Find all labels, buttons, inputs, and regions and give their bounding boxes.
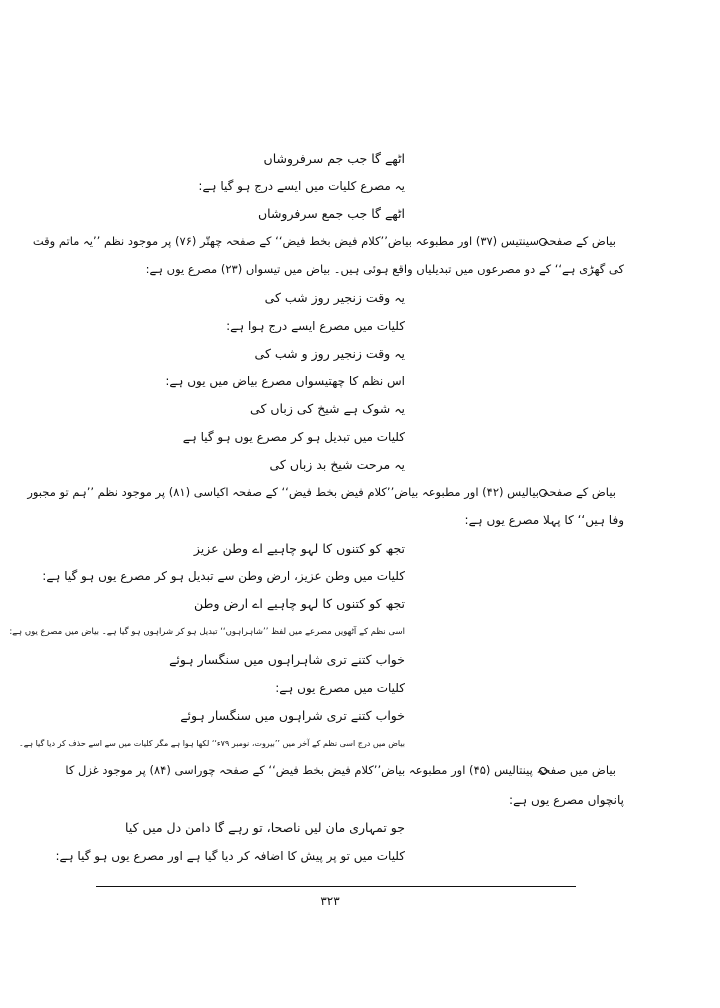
text-line: کلیات میں تو پر پیش کا اضافہ کر دیا گیا ہے اور مصرع یوں ہو گیا ہے: xyxy=(55,849,405,863)
verse-line: یہ وقت زنجیر روز شب کی xyxy=(264,290,405,305)
verse-line: یہ مرحت شیخ بد زباں کی xyxy=(269,457,405,472)
verse-line: یہ شوک ہے شیخ کی زباں کی xyxy=(250,401,405,416)
verse-line: تجھ کو کتنوں کا لہو چاہیے اے وطن عزیز xyxy=(193,541,405,556)
verse-line: خواب کتنے تری شاہراہوں میں سنگسار ہوئے xyxy=(169,652,405,667)
paragraph-line: بیاض کے صفحہ سینتیس (۳۷) اور مطبوعہ بیاض’’کلام فیض بخط فیض‘‘ کے صفحہ چھتّر (۷۶) پر موجود نظم ’’یہ ماتم وقت xyxy=(32,234,616,248)
page-number: ۳۲۳ xyxy=(320,894,340,908)
text-line: اس نظم کا چھتیسواں مصرع بیاض میں یوں ہے: xyxy=(165,374,405,388)
verse-line: اٹھے گا جب جم سرفروشاں xyxy=(263,151,405,166)
verse-line: تجھ کو کتنوں کا لہو چاہیے اے ارض وطن xyxy=(194,596,405,611)
paragraph-line: وفا ہیں‘‘ کا پہلا مصرع یوں ہے: xyxy=(464,513,624,527)
verse-line: خواب کتنے تری شراہوں میں سنگسار ہوئے xyxy=(180,708,405,723)
paragraph-line: بیاض میں صفحہ پینتالیس (۴۵) اور مطبوعہ بیاض’’کلام فیض بخط فیض‘‘ کے صفحہ چوراسی (۸۴) پر موجود غزل کا xyxy=(65,763,616,777)
text-line: یہ مصرع کلیات میں ایسے درج ہو گیا ہے: xyxy=(198,179,405,193)
text-line: بیاض میں درج اسی نظم کے آخر میں ’’بیروت، نومبر ۷۹ء‘‘ لکھا ہوا ہے مگر کلیات میں سے اسے حذف کر دیا گیا ہے۔ xyxy=(19,739,405,748)
text-line: کلیات میں مصرع ایسے درج ہوا ہے: xyxy=(226,319,405,333)
paragraph-line: بیاض کے صفحہ بیالیس (۴۲) اور مطبوعہ بیاض’’کلام فیض بخط فیض‘‘ کے صفحہ اکیاسی (۸۱) پر موجود نظم ’’ہم تو مجبور xyxy=(27,485,616,499)
text-line: کلیات میں وطن عزیز، ارض وطن سے تبدیل ہو کر مصرع یوں ہو گیا ہے: xyxy=(42,569,405,583)
paragraph-line: کی گھڑی ہے‘‘ کے دو مصرعوں میں تبدیلیاں واقع ہوئی ہیں۔ بیاض میں تیسواں (۲۳) مصرع یوں ہے: xyxy=(145,262,624,276)
text-line: اسی نظم کے آٹھویں مصرعے میں لفظ ’’شاہراہوں‘‘ تبدیل ہو کر شراہوں ہو گیا ہے۔ بیاض میں مصرع یوں ہے: xyxy=(9,627,405,637)
paragraph-line: پانچواں مصرع یوں ہے: xyxy=(509,793,624,807)
verse-line: اٹھے گا جب جمع سرفروشاں xyxy=(257,206,405,221)
footer-divider xyxy=(96,886,576,887)
text-line: کلیات میں تبدیل ہو کر مصرع یوں ہو گیا ہے xyxy=(182,430,405,444)
text-line: کلیات میں مصرع یوں ہے: xyxy=(275,681,405,695)
verse-line: یہ وقت زنجیر روز و شب کی xyxy=(254,346,405,361)
verse-line: جو تمہاری مان لیں ناصحا، تو رہے گا دامن دل میں کیا xyxy=(125,820,405,835)
